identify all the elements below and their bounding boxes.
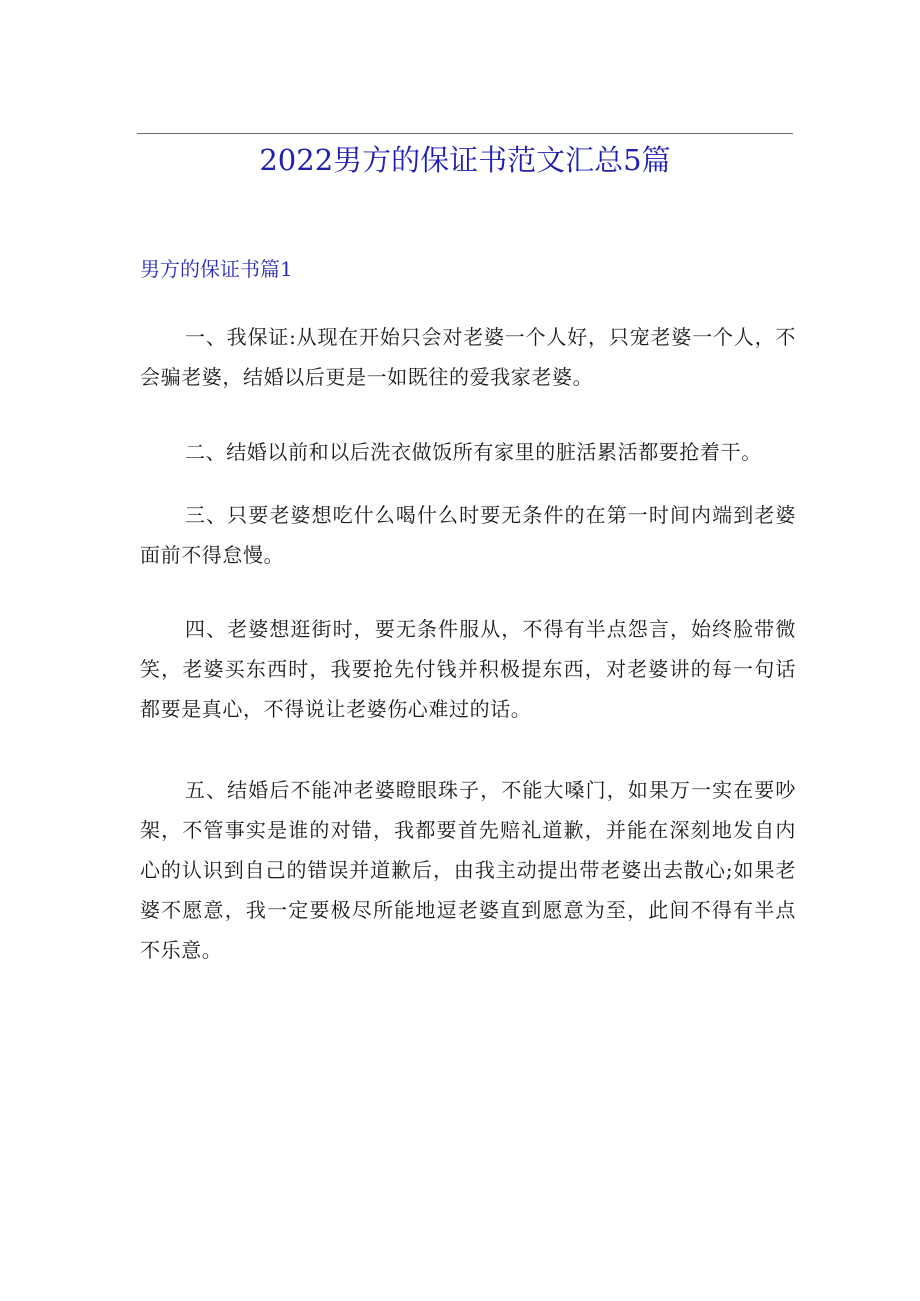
paragraph-1: 一、我保证:从现在开始只会对老婆一个人好，只宠老婆一个人，不会骗老婆，结婚以后更是一如既往的爱我家老婆。 (140, 325, 796, 389)
paragraph-5: 五、结婚后不能冲老婆瞪眼珠子，不能大嗓门，如果万一实在要吵架，不管事实是谁的对错，我都要首先赔礼道歉，并能在深刻地发自内心的认识到自己的错误并道歉后，由我主动提出带老婆出去散心;如果老婆不愿意，我一定要极尽所能地逗老婆直到愿意为至，此间不得有半点不乐意。 (140, 778, 796, 962)
paragraph-4: 四、老婆想逛街时，要无条件服从，不得有半点怨言，始终脸带微笑，老婆买东西时，我要抢先付钱并积极提东西，对老婆讲的每一句话都要是真心，不得说让老婆伤心难过的话。 (140, 617, 796, 721)
paragraph-3: 三、只要老婆想吃什么喝什么时要无条件的在第一时间内端到老婆面前不得怠慢。 (140, 503, 796, 567)
document-title: 2022男方的保证书范文汇总5篇 (259, 143, 671, 177)
header-rule (137, 133, 793, 134)
section-heading: 男方的保证书篇1 (140, 257, 293, 281)
paragraph-2: 二、结婚以前和以后洗衣做饭所有家里的脏活累活都要抢着干。 (185, 440, 762, 464)
